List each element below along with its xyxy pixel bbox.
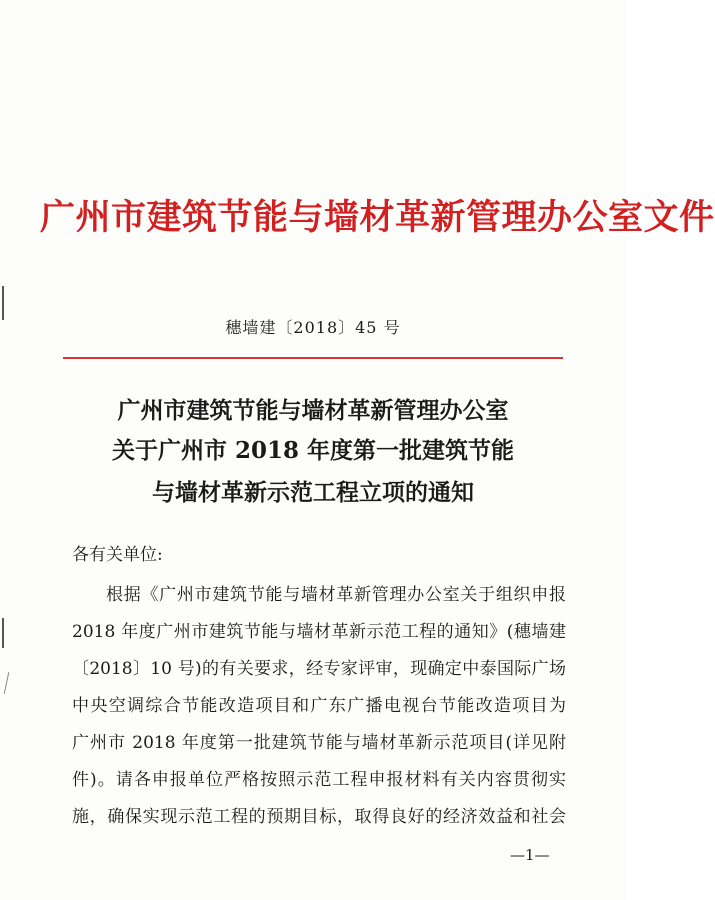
body-line: 广州市 2018 年度第一批建筑节能与墙材革新示范项目(详见附 — [72, 733, 566, 753]
scan-margin-mark — [2, 618, 4, 648]
body-line: 2018 年度广州市建筑节能与墙材革新示范工程的通知》(穗墙建 — [72, 622, 566, 642]
issuer-header-title: 广州市建筑节能与墙材革新管理办公室文件 — [40, 197, 715, 238]
body-line: 施，确保实现示范工程的预期目标，取得良好的经济效益和社会 — [72, 807, 566, 827]
body-line: 〔2018〕10 号)的有关要求，经专家评审，现确定中泰国际广场 — [72, 659, 566, 679]
document-title-line-2: 关于广州市 2018 年度第一批建筑节能 — [111, 437, 515, 464]
red-divider-rule — [63, 357, 563, 359]
body-line: 根据《广州市建筑节能与墙材革新管理办公室关于组织申报 — [106, 585, 566, 605]
document-title-line-3: 与墙材革新示范工程立项的通知 — [152, 479, 474, 506]
page-number: —1— — [510, 846, 550, 864]
salutation: 各有关单位: — [72, 545, 163, 565]
scan-margin-mark — [4, 672, 10, 694]
body-line: 件)。请各申报单位严格按照示范工程申报材料有关内容贯彻实 — [72, 770, 566, 790]
document-title-line-1: 广州市建筑节能与墙材革新管理办公室 — [117, 397, 509, 424]
document-number: 穗墙建〔2018〕45 号 — [225, 318, 401, 337]
body-line: 中央空调综合节能改造项目和广东广播电视台节能改造项目为 — [72, 696, 566, 716]
